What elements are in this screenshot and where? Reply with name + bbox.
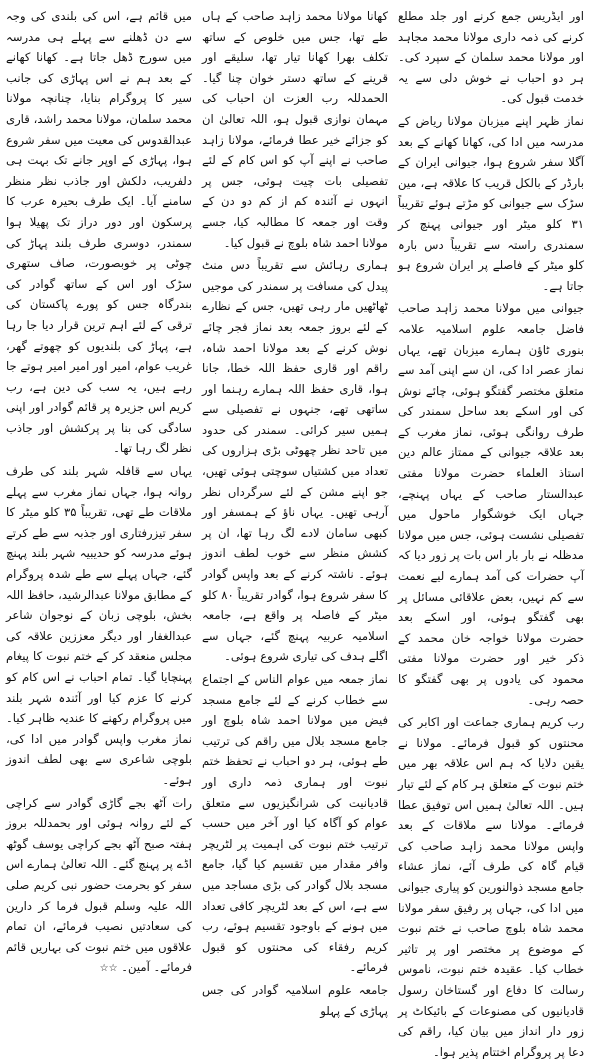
paragraph: کھانا مولانا محمد زاہد صاحب کے ہاں طے تھا، جس میں خلوص کے ساتھ تکلف بھرا کھانا تیار تھا، سلیقے اور قرینے کے ساتھ دستر خوان چنا گیا۔ الحمدللہ رب العزت ان احباب کی مہمان نوازی قبول ہو، اللہ تعالیٰ ان کو جزائے خیر عطا فرمائے، مولانا زاہد صاحب نے اپنے آپ کو اس کام کے لئے تفصیلی بات چیت ہوئی، جس پر انہوں نے آئندہ کم از کم دو دن کے وقت اور جمعہ کا مطالبہ کیا، جسے مولانا احمد شاہ بلوچ نے قبول کیا۔ bbox=[202, 9, 388, 250]
article-column-middle bbox=[202, 6, 388, 1018]
paragraph: رب کریم ہماری جماعت اور اکابر کی محنتوں کو قبول فرمائے۔ مولانا نے یقین دلایا کہ ہم اس علاقہ بھر میں ختم نبوت کے متعلق ہر کام کے لئے تیار ہیں۔ اللہ تعالیٰ ہمیں اس توفیق عطا فرمائے۔ مولانا سے ملاقات کے بعد واپس مولانا محمد زاہد صاحب کی قیام گاہ کی طرف آئے، نماز عشاء جامع مسجد ذوالنورین کو پیاری جیوانی میں ادا کی، جہاں پر رفیق سفر مولانا محمد شاہ بلوچ صاحب نے ختم نبوت کے موضوع پر مختصر اور پر تاثیر خطاب کیا۔ عقیدہ ختم نبوت، ناموس رسالت کا دفاع اور گستاخان رسول قادیانیوں کی مصنوعات کے بائیکاٹ پر زور دار انداز میں بیان کیا، راقم کی دعا پر پروگرام اختتام پذیر ہوا۔ bbox=[398, 715, 584, 1059]
end-mark: ☆☆ bbox=[99, 963, 118, 975]
paragraph: میں قائم ہے، اس کی بلندی کی وجہ سے دن ڈھلنے سے پہلے ہی مدرسہ میں سورج ڈھل جاتا ہے۔ کھانا کھانے کے بعد ہم نے اس پہاڑی کی جانب سیر کا پروگرام بنایا، چنانچہ مولانا محمد سلمان، مولانا محمد راشد، قاری عبدالقدوس کی معیت میں سفر شروع ہوا، پہاڑی کے اوپر جانے تک بہت ہی دلفریب، دلکش اور جاذب نظر منظر سامنے آیا۔ ایک طرف بحیرہ عرب کا پرسکون اور دور دراز تک پھیلا ہوا سمندر، دوسری طرف بلند پہاڑ کی چوٹی پر خوبصورت، صاف ستھری سڑک اور اس کے ساتھ گوادر کی بندرگاہ جس کو پورے پاکستان کی ترقی کے لئے اہم ترین قرار دیا جا رہا ہے، پہاڑ کی بلندیوں کو چھوتے گھر، غریب عوام، امیر اور امیر امیر ہوتے جا رہے ہیں، یہ سب کی دین ہے، رب کریم اس جزیرہ پر قائم گوادر اور اپنی سادگی کی بنا پر پرکشش اور جاذب نظر لگ رہا تھا۔ bbox=[6, 9, 192, 456]
paragraph: جیوانی میں مولانا محمد زاہد صاحب فاضل جامعہ علوم اسلامیہ علامہ بنوری ٹاؤن ہمارے میزبان تھے، یہاں نماز عصر ادا کی، ان سے اپنی آمد سے متعلق مختصر گفتگو ہوئی، چائے نوش کی اور اسکے بعد ساحل سمندر کی طرف روانگی ہوئی، نماز مغرب کے بعد علاقہ جیوانی کے ممتاز عالم دین استاذ العلماء حضرت مولانا مفتی عبدالستار صاحب کے یہاں پہنچے، جہاں ایک خوشگوار ماحول میں تفصیلی نشست ہوئی، جس میں مولانا مدظلہ نے بار بار اس بات پر زور دیا کہ آپ حضرات کی آمد ہمارے لیے نعمت سے کم نہیں، بعض علاقائی مسائل پر بھی گفتگو ہوئی، اور اسکے بعد حضرت مولانا خواجہ خان محمد کے ذکر خیر اور حضرت مولانا مفتی محمود کی یادوں پر بھی گفتگو کا حصہ رہی۔ bbox=[398, 301, 584, 707]
paragraph: اور ایڈریس جمع کرنے اور جلد مطلع کرنے کی ذمہ داری مولانا محمد مجاہد اور مولانا محمد سلمان کے سپرد کی۔ ہر دو احباب نے خوش دلی سے یہ خدمت قبول کی۔ bbox=[398, 9, 584, 106]
paragraph: نماز جمعہ میں عوام الناس کے اجتماع سے خطاب کرنے کے لئے جامع مسجد فیض میں مولانا احمد شاہ بلوچ اور جامع مسجد بلال میں راقم کی ترتیب طے ہوئی، ہر دو احباب نے تحفظ ختم نبوت اور ہماری ذمہ داری اور قادیانیت کی شرانگیزیوں سے متعلق عوام کو آگاہ کیا اور آخر میں حسب ترتیب ختم نبوت کی اہمیت پر لٹریچر وافر مقدار میں تقسیم کیا گیا، جامع مسجد بلال گوادر کی بڑی مساجد میں سے ہے، اس کے بعد لٹریچر کافی تعداد میں ہونے کے باوجود تقسیم ہوئے، رب کریم رفقاء کی محنتوں کو قبول فرمائے۔ bbox=[202, 672, 388, 975]
article-column-left bbox=[6, 6, 192, 975]
article-column-right bbox=[398, 6, 584, 1059]
paragraph bbox=[6, 793, 192, 980]
paragraph: جامعہ علوم اسلامیہ گوادر کی جس پہاڑی کے پہلو bbox=[202, 982, 388, 1018]
paragraph: یہاں سے قافلہ شہر بلند کی طرف روانہ ہوا، جہاں نماز مغرب سے پہلے ملاقات طے تھی، تقریباً ۳۵ کلو میٹر کا سفر تیزرفتاری اور جذبہ سے طے کرتے ہوئے مدرسہ کو حدیبیہ شہر بلند پہنچ گئے، جہاں پہلے سے طے شدہ پروگرام کے مطابق مولانا عبدالرشید، حافظ اللہ بخش، بلوچی زبان کے نوجوان شاعر عبدالغفار اور دیگر معززین علاقہ کی مجلس منعقد کر کے ختم نبوت کا پیغام پہنچایا گیا۔ تمام احباب نے اس کام کو کرنے کا عزم کیا اور آئندہ شہر بلند میں پروگرام رکھنے کا عندیہ ظاہر کیا۔ نماز مغرب واپس گوادر میں ادا کی، بلوچی شاعری سے بھی لطف اندوز ہوئے۔ bbox=[6, 464, 192, 787]
paragraph: نماز ظہر اپنے میزبان مولانا ریاض کے مدرسہ میں ادا کی، کھانا کھانے کے بعد آگلا سفر شروع ہوا، جیوانی ایران کے بارڈر کے بالکل قریب کا علاقہ ہے، مین سڑک سے جیوانی کو مڑتے ہوئے تقریباً ۳۱ کلو میٹر اور جیوانی پہنچ کر سمندری راستہ سے تقریباً دس بارہ کلو میٹر کے فاصلے پر ایران شروع ہو جاتا ہے۔ bbox=[398, 113, 584, 293]
paragraph-text: رات آٹھ بجے گاڑی گوادر سے کراچی کے لئے روانہ ہوئی اور بحمدللہ بروز ہفتہ صبح آٹھ بجے کراچی یوسف گوٹھ اڈے پر پہنچ گئے۔ اللہ تعالیٰ ہمارے اس سفر کو بحرمت حضور نبی کریم صلی اللہ علیہ وسلم قبول فرما کر دارین کی سعادتیں نصیب فرمائے، ان تمام علاقوں میں ختم نبوت کی بہاریں قائم فرمائے۔ آمین۔ bbox=[6, 795, 192, 975]
paragraph: ہماری رہائش سے تقریباً دس منٹ پیدل کی مسافت پر سمندر کی موجیں ٹھاٹھیں مار رہی تھیں، جس کے نظارے کے لئے بروز جمعہ بعد نماز فجر چائے نوش کرنے کے بعد مولانا احمد شاہ، راقم اور قاری حفظ اللہ خطا، جانا ہوا، قاری حفظ اللہ ہمارے رہنما اور ساتھی تھے، جنہوں نے تفصیلی سے ہمیں سیر کرائی۔ سمندر کی حدود میں تاحد نظر چھوٹی بڑی ہزاروں کی تعداد میں کشتیاں سوچتی ہوئی تھیں، جو اپنے مشن کے لئے سرگرداں نظر آرہی تھیں۔ یہاں ناؤ کے ہمسفر اور کبھی سامان لادے لگ رہا تھا، ان پر کشش منظر سے خوب لطف اندوز ہوئے۔ ناشتہ کرنے کے بعد واپس گوادر کا سفر شروع ہوا، گوادر تقریباً ۸۰ کلو میٹر کے فاصلہ پر واقع ہے، جامعہ اسلامیہ عربیہ پہنچ گئے، جہاں سے اگلے ہدف کی تیاری شروع ہوئی۔ bbox=[202, 258, 388, 664]
